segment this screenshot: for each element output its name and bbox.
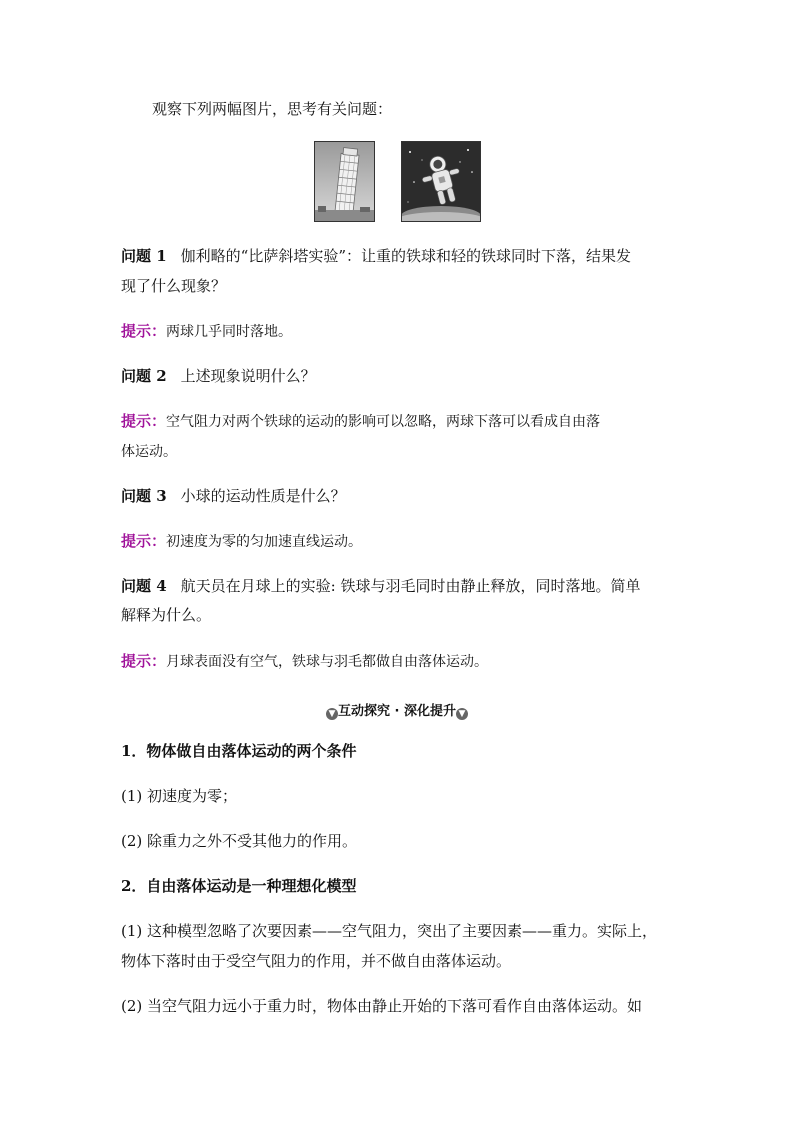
question-4-text-line2: 解释为什么。 xyxy=(121,606,212,624)
hint-2-text-line2: 体运动。 xyxy=(121,444,177,460)
hint-1-label: 提示： xyxy=(121,322,167,340)
hint-1 xyxy=(121,321,292,342)
question-2 xyxy=(121,366,316,386)
hint-2 xyxy=(121,411,600,432)
question-4-label: 问题 4 xyxy=(121,577,167,595)
question-2-label: 问题 2 xyxy=(121,367,167,385)
leaning-tower-photo xyxy=(314,141,375,222)
point-2-item-2-line1: (2) 当空气阻力远小于重力时，物体由静止开始的下落可看作自由落体运动。如 xyxy=(121,997,643,1015)
question-1-text-line2: 现了什么现象？ xyxy=(121,277,227,295)
hint-3 xyxy=(121,531,362,552)
hint-3-text: 初速度为零的匀加速直线运动。 xyxy=(166,534,363,550)
point-1-heading: 1．物体做自由落体运动的两个条件 xyxy=(121,742,357,760)
question-1 xyxy=(121,246,631,266)
section-title xyxy=(0,703,794,721)
section-title-text: 互动探究 · 深化提升 xyxy=(338,704,456,719)
question-2-text: 上述现象说明什么？ xyxy=(180,367,316,385)
astronaut-photo xyxy=(401,141,481,222)
point-1-item-2: (2) 除重力之外不受其他力的作用。 xyxy=(121,832,358,850)
hint-1-text: 两球几乎同时落地。 xyxy=(166,324,293,340)
intro-text: 观察下列两幅图片，思考有关问题： xyxy=(152,100,393,118)
point-2-heading: 2．自由落体运动是一种理想化模型 xyxy=(121,877,357,895)
point-2-item-1-line1: (1) 这种模型忽略了次要因素——空气阻力，突出了主要因素——重力。实际上， xyxy=(121,922,658,940)
question-3 xyxy=(121,486,346,506)
question-3-label: 问题 3 xyxy=(121,487,167,505)
hint-4-label: 提示： xyxy=(121,652,167,670)
hint-3-label: 提示： xyxy=(121,532,167,550)
point-2-item-1-line2: 物体下落时由于受空气阻力的作用，并不做自由落体运动。 xyxy=(121,952,512,970)
question-1-text-line1: 伽利略的“比萨斜塔实验”：让重的铁球和轻的铁球同时下落，结果发 xyxy=(180,247,632,265)
hint-4 xyxy=(121,651,488,672)
hint-4-text: 月球表面没有空气，铁球与羽毛都做自由落体运动。 xyxy=(166,654,489,670)
down-arrow-circle-icon: ▼ xyxy=(326,708,338,720)
down-arrow-circle-icon: ▼ xyxy=(456,708,468,720)
question-3-text: 小球的运动性质是什么？ xyxy=(180,487,346,505)
hint-2-label: 提示： xyxy=(121,412,167,430)
hint-2-text-line1: 空气阻力对两个铁球的运动的影响可以忽略，两球下落可以看成自由落 xyxy=(166,414,601,430)
question-1-label: 问题 1 xyxy=(121,247,167,265)
question-4-text-line1: 航天员在月球上的实验: 铁球与羽毛同时由静止释放，同时落地。简单 xyxy=(180,577,641,595)
question-4 xyxy=(121,576,641,596)
point-1-item-1: (1) 初速度为零； xyxy=(121,787,238,805)
